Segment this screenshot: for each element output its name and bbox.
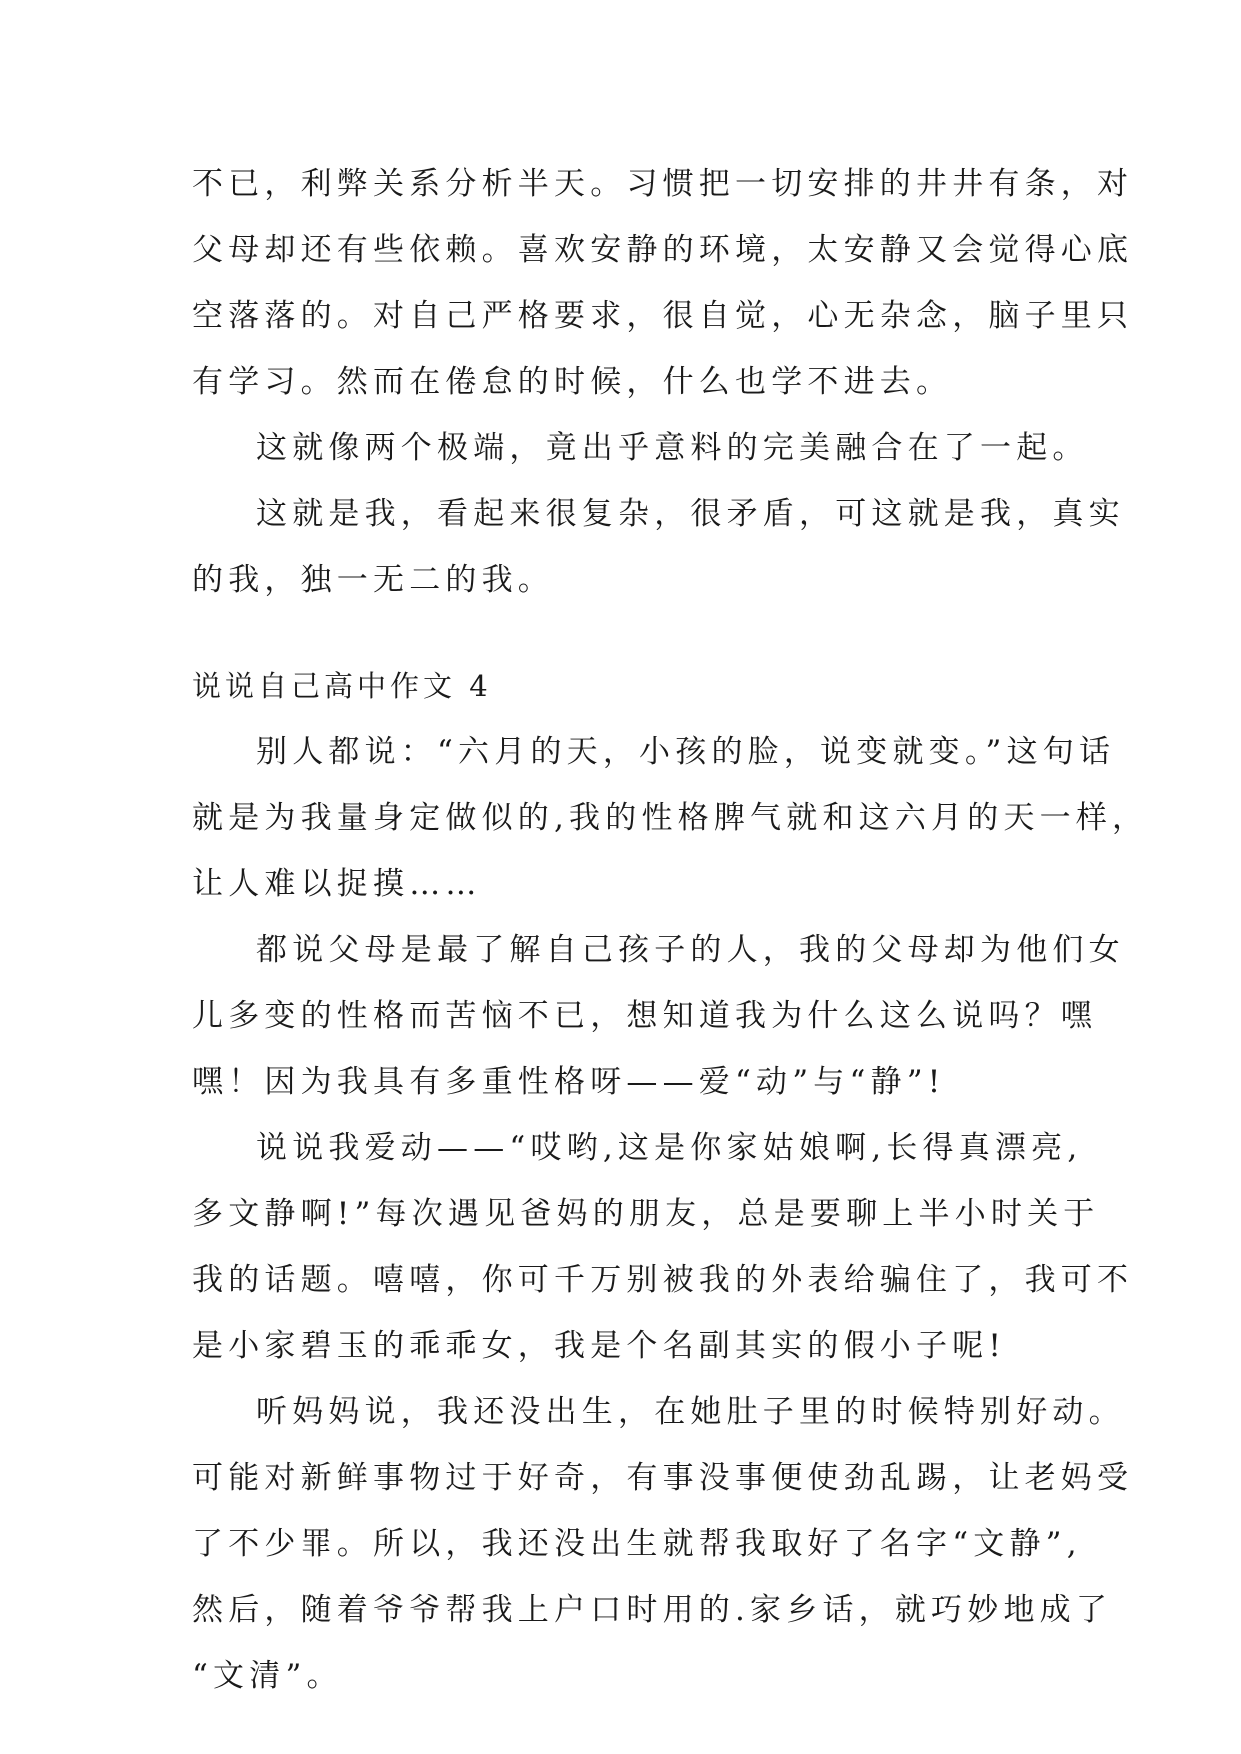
paragraph-line: 这就像两个极端，竟出乎意料的完美融合在了一起。 [256,430,1089,466]
paragraph-line: 听妈妈说，我还没出生，在她肚子里的时候特别好动。 [256,1394,1125,1430]
paragraph-line: 嘿！因为我具有多重性格呀——爱“动”与“静”! [192,1064,946,1100]
paragraph-line: 都说父母是最了解自己孩子的人，我的父母却为他们女 [256,932,1125,968]
paragraph-line: 父母却还有些依赖。喜欢安静的环境，太安静又会觉得心底 [192,232,1134,268]
paragraph-line: 然后，随着爷爷帮我上户口时用的.家乡话，就巧妙地成了 [192,1592,1113,1628]
paragraph-line: 了不少罪。所以，我还没出生就帮我取好了名字“文静”, [192,1526,1082,1562]
paragraph-line: “文清”。 [192,1658,343,1694]
paragraph-line: 可能对新鲜事物过于好奇，有事没事便使劲乱踢，让老妈受 [192,1460,1134,1496]
paragraph-line: 不已，利弊关系分析半天。习惯把一切安排的井井有条，对 [192,166,1134,202]
paragraph-line: 儿多变的性格而苦恼不已，想知道我为什么这么说吗？嘿 [192,998,1097,1034]
paragraph-line: 这就是我，看起来很复杂，很矛盾，可这就是我，真实 [256,496,1125,532]
section-heading: 说说自己高中作文 4 [192,669,492,703]
paragraph-line: 说说我爱动——“哎哟,这是你家姑娘啊,长得真漂亮, [256,1130,1083,1166]
paragraph-line: 让人难以捉摸…… [192,866,482,902]
paragraph-line: 的我，独一无二的我。 [192,562,554,598]
paragraph-line: 我的话题。嘻嘻，你可千万别被我的外表给骗住了，我可不 [192,1262,1134,1298]
paragraph-line: 多文静啊!”每次遇见爸妈的朋友，总是要聊上半小时关于 [192,1196,1100,1232]
paragraph-line: 是小家碧玉的乖乖女，我是个名副其实的假小子呢! [192,1328,1007,1364]
paragraph-line: 空落落的。对自己严格要求，很自觉，心无杂念，脑子里只 [192,298,1134,334]
paragraph-line: 别人都说：“六月的天，小孩的脸，说变就变。”这句话 [256,734,1116,770]
paragraph-line: 有学习。然而在倦怠的时候，什么也学不进去。 [192,364,953,400]
paragraph-line: 就是为我量身定做似的,我的性格脾气就和这六月的天一样， [192,800,1149,836]
